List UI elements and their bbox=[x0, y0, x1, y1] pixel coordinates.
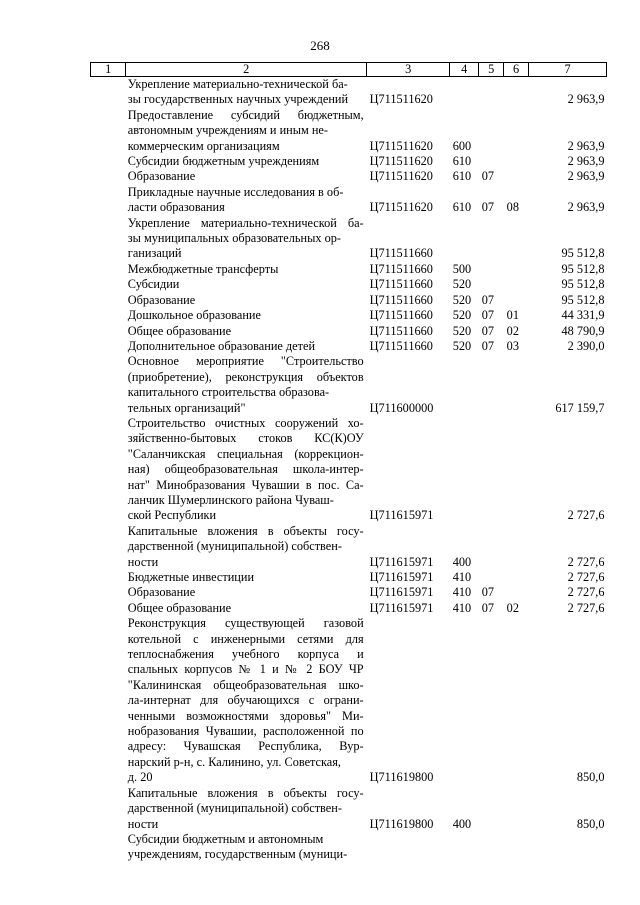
budget-code-cell: Ц711619800 bbox=[369, 816, 434, 831]
table-row bbox=[91, 216, 607, 262]
budget-code-cell: Ц711615971 bbox=[369, 554, 434, 569]
table-row bbox=[91, 293, 607, 308]
amount-cell: 95 512,8 bbox=[561, 246, 605, 261]
expense-type-cell bbox=[450, 354, 479, 416]
expense-type-cell: 610 bbox=[452, 200, 472, 215]
budget-code-cell: Ц711511620 bbox=[369, 154, 433, 169]
subsection-cell bbox=[504, 786, 529, 832]
header-col-2: 2 bbox=[126, 63, 367, 77]
section-cell bbox=[479, 216, 504, 262]
expense-type-cell: 520 bbox=[452, 338, 472, 353]
item-name-line: "Саланчикская специальная (коррекцион- bbox=[127, 446, 364, 461]
amount-cell: 44 331,9 bbox=[561, 308, 605, 323]
subsection-cell: 08 bbox=[506, 200, 519, 215]
table-row bbox=[91, 832, 607, 863]
section-cell bbox=[479, 77, 504, 108]
amount-cell bbox=[529, 832, 607, 863]
table-row bbox=[91, 416, 607, 524]
item-name-line: ланчик Шумерлинского района Чуваш- bbox=[127, 492, 334, 507]
row-number-cell bbox=[91, 524, 126, 570]
item-name-line: дарственной (муниципальной) собствен- bbox=[127, 539, 342, 554]
section-cell: 07 bbox=[481, 292, 495, 307]
row-number-cell bbox=[91, 324, 126, 339]
header-col-4: 4 bbox=[450, 63, 479, 77]
amount-cell: 850,0 bbox=[576, 816, 605, 831]
subsection-cell bbox=[504, 262, 529, 277]
expense-type-cell: 600 bbox=[452, 138, 472, 153]
item-name-cell bbox=[126, 324, 367, 339]
item-name-line: ганизаций bbox=[127, 246, 182, 261]
item-name-cell bbox=[126, 308, 367, 323]
row-number-cell bbox=[91, 185, 126, 216]
item-name-line: спальных корпусов № 1 и № 2 БОУ ЧР bbox=[127, 662, 364, 677]
item-name-cell bbox=[126, 585, 367, 600]
expense-type-cell bbox=[450, 616, 479, 785]
table-row bbox=[91, 154, 607, 169]
item-name-cell bbox=[126, 108, 367, 154]
expense-type-cell bbox=[450, 832, 479, 863]
header-col-3: 3 bbox=[367, 63, 450, 77]
expense-type-cell: 520 bbox=[452, 308, 472, 323]
item-name-line: нат" Минобразования Чувашии в пос. Са- bbox=[127, 477, 364, 492]
item-name-line: зы государственных научных учреждений bbox=[127, 92, 349, 107]
row-number-cell bbox=[91, 832, 126, 863]
item-name-line: нобразования Чувашии, расположенной bbox=[127, 724, 345, 739]
row-number-cell bbox=[91, 169, 126, 184]
row-number-cell bbox=[91, 108, 126, 154]
item-name-line: дарственной (муниципальной) собствен- bbox=[127, 801, 342, 816]
section-cell: 07 bbox=[481, 323, 495, 338]
item-name-line: Укрепление материально-технической ба- bbox=[127, 215, 364, 230]
row-number-cell bbox=[91, 616, 126, 785]
subsection-cell bbox=[504, 108, 529, 154]
row-number-cell bbox=[91, 601, 126, 616]
subsection-cell bbox=[504, 154, 529, 169]
amount-cell: 2 727,6 bbox=[567, 585, 605, 600]
table-row bbox=[91, 185, 607, 216]
row-number-cell bbox=[91, 293, 126, 308]
subsection-cell: 03 bbox=[506, 338, 519, 353]
item-name-line: Общее образование bbox=[127, 600, 232, 615]
section-cell: 07 bbox=[481, 308, 495, 323]
table-header-row bbox=[91, 63, 607, 77]
item-name-line: ности bbox=[127, 554, 159, 569]
expense-type-cell: 610 bbox=[452, 169, 472, 184]
subsection-cell bbox=[504, 293, 529, 308]
item-name-line: учреждениям, государственным (муници- bbox=[127, 847, 348, 862]
item-name-line: автономным учреждениям и иным не- bbox=[127, 123, 328, 138]
budget-code-cell: Ц711511660 bbox=[369, 246, 433, 261]
item-name-line: д. 20 bbox=[127, 770, 153, 785]
budget-code-cell: Ц711511660 bbox=[369, 323, 433, 338]
subsection-cell bbox=[504, 77, 529, 108]
item-name-cell bbox=[126, 185, 367, 216]
amount-cell: 2 963,9 bbox=[567, 138, 605, 153]
budget-code-cell: Ц711511620 bbox=[369, 200, 433, 215]
item-name-cell bbox=[126, 293, 367, 308]
subsection-cell: 02 bbox=[506, 600, 519, 615]
item-name-line: нарский р-н, с. Калинино, ул. Советская, bbox=[127, 754, 341, 769]
item-name-line: ской Республики bbox=[127, 508, 217, 523]
budget-code-cell: Ц711615971 bbox=[369, 508, 434, 523]
table-row bbox=[91, 616, 607, 785]
item-name-line: Укрепление материально-технической ба- bbox=[127, 77, 348, 91]
item-name-line: Основное мероприятие "Строительство bbox=[127, 354, 364, 369]
table-row bbox=[91, 354, 607, 416]
amount-cell: 2 963,9 bbox=[567, 92, 605, 107]
item-name-cell bbox=[126, 262, 367, 277]
budget-code-cell bbox=[367, 832, 450, 863]
table-row bbox=[91, 524, 607, 570]
item-name-cell bbox=[126, 570, 367, 585]
row-number-cell bbox=[91, 585, 126, 600]
row-number-cell bbox=[91, 308, 126, 323]
section-cell: 07 bbox=[481, 585, 495, 600]
budget-code-cell: Ц711600000 bbox=[369, 400, 434, 415]
item-name-cell bbox=[126, 832, 367, 863]
budget-table bbox=[90, 62, 607, 863]
row-number-cell bbox=[91, 354, 126, 416]
table-row bbox=[91, 339, 607, 354]
row-number-cell bbox=[91, 216, 126, 262]
item-name-line: ности bbox=[127, 816, 159, 831]
item-name-line: теплоснабжения учебного корпуса и bbox=[127, 647, 364, 662]
row-number-cell bbox=[91, 277, 126, 292]
expense-type-cell bbox=[450, 77, 479, 108]
expense-type-cell: 520 bbox=[452, 292, 472, 307]
row-number-cell bbox=[91, 154, 126, 169]
item-name-line: Субсидии bbox=[127, 277, 180, 292]
section-cell bbox=[479, 108, 504, 154]
table-row bbox=[91, 277, 607, 292]
item-name-cell bbox=[126, 524, 367, 570]
item-name-line: Субсидии бюджетным учреждениям bbox=[127, 154, 320, 169]
header-col-7: 7 bbox=[529, 63, 607, 77]
budget-code-cell: Ц711619800 bbox=[369, 770, 434, 785]
item-name-line: Капитальные вложения в объекты госу- bbox=[127, 523, 364, 538]
section-cell bbox=[479, 786, 504, 832]
subsection-cell bbox=[504, 216, 529, 262]
amount-cell: 850,0 bbox=[576, 770, 605, 785]
amount-cell: 617 159,7 bbox=[555, 400, 605, 415]
amount-cell: 2 963,9 bbox=[567, 200, 605, 215]
budget-code-cell: Ц711511660 bbox=[369, 277, 433, 292]
table-row bbox=[91, 77, 607, 108]
item-name-line: зы муниципальных образовательных ор- bbox=[127, 231, 341, 246]
section-cell bbox=[479, 416, 504, 524]
item-name-line: Дошкольное образование bbox=[127, 308, 261, 323]
row-number-cell bbox=[91, 416, 126, 524]
item-name-cell bbox=[126, 616, 367, 785]
section-cell: 07 bbox=[481, 200, 495, 215]
table-row bbox=[91, 570, 607, 585]
item-name-line: Капитальные вложения в объекты госу- bbox=[127, 785, 364, 800]
row-number-cell bbox=[91, 786, 126, 832]
amount-cell: 2 727,6 bbox=[567, 600, 605, 615]
table-body bbox=[91, 77, 607, 863]
item-name-line: Предоставление субсидий бюджетным, bbox=[127, 107, 364, 122]
item-name-line: ла-интернат для обучающихся с ограни- bbox=[127, 693, 364, 708]
expense-type-cell: 610 bbox=[452, 154, 472, 169]
subsection-cell bbox=[504, 416, 529, 524]
table-row bbox=[91, 108, 607, 154]
item-name-line: тельных организаций" bbox=[127, 400, 246, 415]
subsection-cell bbox=[504, 277, 529, 292]
subsection-cell bbox=[504, 354, 529, 416]
budget-code-cell: Ц711511660 bbox=[369, 261, 433, 276]
item-name-line: капитального строительства образова- bbox=[127, 385, 330, 400]
item-name-line: Межбюджетные трансферты bbox=[127, 261, 279, 276]
section-cell bbox=[479, 262, 504, 277]
expense-type-cell bbox=[450, 216, 479, 262]
row-number-cell bbox=[91, 77, 126, 108]
item-name-line: Субсидии бюджетным и автономным bbox=[127, 831, 324, 846]
section-cell bbox=[479, 277, 504, 292]
section-cell bbox=[479, 570, 504, 585]
item-name-line: Строительство очистных сооружений хо- bbox=[127, 415, 364, 430]
section-cell bbox=[479, 832, 504, 863]
section-cell bbox=[479, 524, 504, 570]
amount-cell: 95 512,8 bbox=[561, 277, 605, 292]
section-cell: 07 bbox=[481, 338, 495, 353]
subsection-cell bbox=[504, 524, 529, 570]
item-name-cell bbox=[126, 416, 367, 524]
item-name-line: Прикладные научные исследования в об- bbox=[127, 184, 344, 199]
budget-code-cell: Ц711511620 bbox=[369, 138, 433, 153]
item-name-line: ная) общеобразовательная школа-интер- bbox=[127, 462, 364, 477]
header-col-1: 1 bbox=[91, 63, 126, 77]
item-name-line: Дополнительное образование детей bbox=[127, 338, 316, 353]
table-row bbox=[91, 262, 607, 277]
expense-type-cell: 500 bbox=[452, 261, 472, 276]
item-name-line: (приобретение), реконструкция объектов bbox=[127, 369, 364, 384]
table-row bbox=[91, 601, 607, 616]
subsection-cell bbox=[504, 832, 529, 863]
table-row bbox=[91, 786, 607, 832]
budget-code-cell: Ц711615971 bbox=[369, 570, 434, 584]
expense-type-cell: 410 bbox=[452, 600, 472, 615]
budget-code-cell: Ц711511620 bbox=[369, 169, 433, 184]
item-name-cell bbox=[126, 277, 367, 292]
amount-cell: 95 512,8 bbox=[561, 292, 605, 307]
header-col-6: 6 bbox=[504, 63, 529, 77]
expense-type-cell: 400 bbox=[452, 554, 472, 569]
item-name-line: ченными возможностями здоровья" Ми- bbox=[127, 708, 364, 723]
table-row bbox=[91, 169, 607, 184]
item-name-cell bbox=[126, 339, 367, 354]
budget-code-cell: Ц711511660 bbox=[369, 292, 433, 307]
section-cell bbox=[479, 616, 504, 785]
item-name-line: коммерческим организациям bbox=[127, 138, 280, 153]
budget-code-cell: Ц711511660 bbox=[369, 308, 433, 323]
subsection-cell bbox=[504, 616, 529, 785]
section-cell: 07 bbox=[481, 169, 495, 184]
subsection-cell: 02 bbox=[506, 323, 519, 338]
subsection-cell bbox=[504, 570, 529, 585]
subsection-cell bbox=[504, 585, 529, 600]
amount-cell: 2 727,6 bbox=[567, 508, 605, 523]
item-name-cell bbox=[126, 354, 367, 416]
amount-cell: 2 963,9 bbox=[567, 169, 605, 184]
row-number-cell bbox=[91, 570, 126, 585]
table-row bbox=[91, 308, 607, 323]
expense-type-cell: 520 bbox=[452, 277, 472, 292]
item-name-line: "Калининская общеобразовательная шко- bbox=[127, 677, 364, 692]
item-name-line: Образование bbox=[127, 585, 196, 600]
item-name-line: ласти образования bbox=[127, 200, 225, 215]
amount-cell: 48 790,9 bbox=[561, 323, 605, 338]
amount-cell: 2 963,9 bbox=[567, 154, 605, 169]
section-cell bbox=[479, 354, 504, 416]
expense-type-cell: 410 bbox=[452, 585, 472, 600]
section-cell bbox=[479, 154, 504, 169]
row-number-cell bbox=[91, 262, 126, 277]
subsection-cell bbox=[504, 169, 529, 184]
item-name-line: Общее образование bbox=[127, 323, 232, 338]
item-name-line: котельной с инженерными сетями для bbox=[127, 631, 364, 646]
amount-cell: 2 390,0 bbox=[567, 338, 605, 353]
row-number-cell bbox=[91, 339, 126, 354]
item-name-line: Образование bbox=[127, 292, 196, 307]
expense-type-cell: 400 bbox=[452, 816, 472, 831]
budget-code-cell: Ц711511620 bbox=[369, 92, 433, 107]
amount-cell: 95 512,8 bbox=[561, 261, 605, 276]
subsection-cell: 01 bbox=[506, 308, 519, 323]
amount-cell: 2 727,6 bbox=[567, 554, 605, 569]
header-col-5: 5 bbox=[479, 63, 504, 77]
table-row bbox=[91, 324, 607, 339]
amount-cell: 2 727,6 bbox=[567, 570, 605, 584]
item-name-cell bbox=[126, 154, 367, 169]
item-name-cell bbox=[126, 216, 367, 262]
item-name-cell bbox=[126, 77, 367, 108]
section-cell: 07 bbox=[481, 600, 495, 615]
item-name-line: Бюджетные инвестиции bbox=[127, 570, 255, 584]
budget-code-cell: Ц711511660 bbox=[369, 338, 433, 353]
budget-code-cell: Ц711615971 bbox=[369, 585, 434, 600]
budget-code-cell: Ц711615971 bbox=[369, 600, 434, 615]
item-name-line: Реконструкция существующей газовой bbox=[127, 616, 364, 631]
item-name-cell bbox=[126, 169, 367, 184]
item-name-line: по адресу: Чувашская Республика, Вур- bbox=[127, 724, 364, 754]
item-name-line: Образование bbox=[127, 169, 196, 184]
expense-type-cell: 410 bbox=[452, 570, 472, 584]
item-name-cell bbox=[126, 601, 367, 616]
expense-type-cell bbox=[450, 416, 479, 524]
item-name-line: зяйственно-бытовых стоков КС(К)ОУ bbox=[127, 431, 364, 446]
page-number: 268 bbox=[310, 38, 330, 53]
item-name-cell bbox=[126, 786, 367, 832]
table-row bbox=[91, 585, 607, 600]
expense-type-cell: 520 bbox=[452, 323, 472, 338]
